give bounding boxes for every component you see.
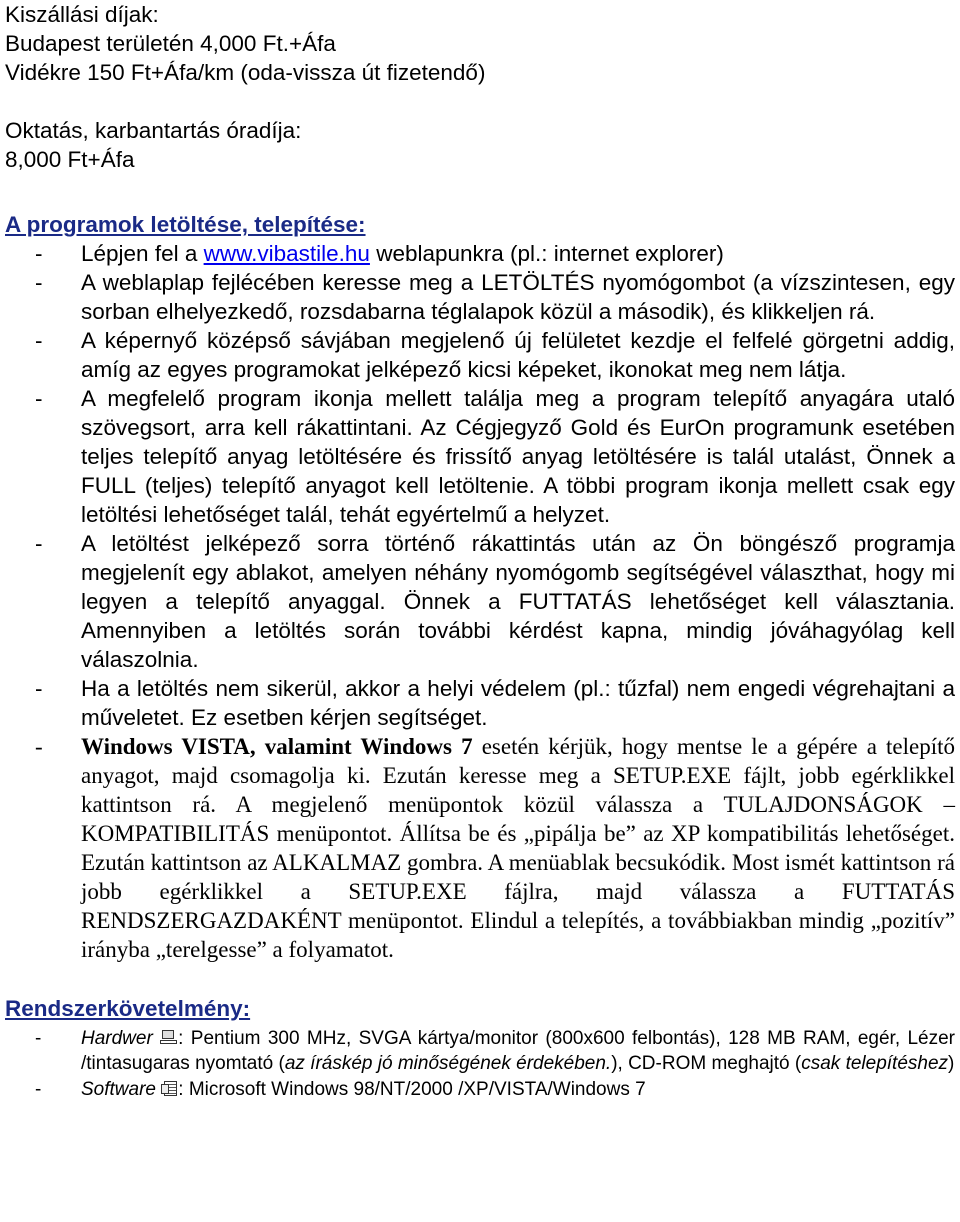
list-item [5, 268, 955, 326]
fee-countryside: Vidékre 150 Ft+Áfa/km (oda-vissza út fizetendő) [5, 60, 486, 85]
hardware-note: az íráskép jó minőségének érdekében. [284, 1052, 612, 1074]
download-heading: A programok letöltése, telepítése: [5, 212, 366, 237]
install-note: csak telepítéshez [801, 1052, 949, 1074]
windows-versions: Windows VISTA, valamint Windows 7 [81, 734, 473, 759]
fee-budapest: Budapest területén 4,000 Ft.+Áfa [5, 31, 336, 56]
list-item [5, 326, 955, 384]
list-item [5, 239, 955, 268]
document-icon [161, 1081, 178, 1097]
software-text: : Microsoft Windows 98/NT/2000 /XP/VISTA/Windows 7 [178, 1079, 646, 1100]
fees-section [5, 0, 955, 203]
step1-before: Lépjen fel a [81, 241, 204, 266]
computer-icon [160, 1030, 178, 1045]
training-rate: 8,000 Ft+Áfa [5, 147, 135, 172]
training-heading: Oktatás, karbantartás óradíja: [5, 118, 302, 143]
software-label: Software [81, 1079, 156, 1100]
step6-text: Ha a letöltés nem sikerül, akkor a helyi védelem (pl.: tűzfal) nem engedi végrehajtani a műveletet. Ez esetben kérjen segítséget. [81, 676, 955, 730]
list-item [5, 1027, 955, 1076]
bullet-dash: - [35, 1079, 42, 1100]
list-item [5, 529, 955, 674]
bullet-dash: - [35, 734, 43, 759]
bullet-dash: - [35, 241, 43, 266]
step4-text: A megfelelő program ikonja mellett találja meg a program telepítő anyagára utaló szövegsort, arra kell rákattintani. Az Cégjegyző Gold és EurOn programunk esetében teljes telepítő anyag letöltésére és frissítő anyag letöltésére is talál utalást, Önnek a FULL (teljes) telepítő anyagot kell letöltenie. A többi program ikonja mellett csak egy letöltési lehetőséget talál, tehát egyértelmű a helyzet. [81, 386, 955, 527]
list-item [5, 732, 955, 964]
list-item [5, 674, 955, 732]
bullet-dash: - [35, 676, 43, 701]
download-steps [5, 239, 955, 964]
step5-text: A letöltést jelképező sorra történő rákattintás után az Ön böngésző programja megjelenít egy ablakot, amelyen néhány nyomógomb segítségével választhat, hogy mi legyen a telepítő anyaggal. Önnek a FUTTATÁS lehetőséget kell választania. Amennyiben a letöltés során további kérdést kapna, mindig jóváhagyólag kell válaszolnia. [81, 531, 955, 672]
requirements-section [5, 994, 955, 1103]
spacer [5, 87, 955, 116]
hardware-label: Hardwer [81, 1028, 153, 1049]
bullet-dash: - [35, 386, 43, 411]
hardware-text-c: ) [948, 1052, 955, 1074]
bullet-dash: - [35, 328, 43, 353]
fees-heading: Kiszállási díjak: [5, 2, 159, 27]
requirements-heading: Rendszerkövetelmény: [5, 996, 251, 1021]
step3-text: A képernyő középső sávjában megjelenő új felületet kezdje el felfelé görgetni addig, amíg az egyes programokat jelképező kicsi képeket, ikonokat meg nem látja. [81, 328, 955, 382]
hardware-text-b: ), CD-ROM meghajtó ( [611, 1052, 802, 1074]
requirements-list [5, 1027, 955, 1103]
step7-text: esetén kérjük, hogy mentse le a gépére a telepítő anyagot, majd csomagolja ki. Ezután keresse meg a SETUP.EXE fájlt, jobb egérklikkel kattintson rá. A megjelenő menüpontok közül válassza a TULAJDONSÁGOK – KOMPATIBILITÁS menüpontot. Állítsa be és „pipálja be” az XP kompatibilitás lehetőséget. Ezután kattintson az ALKALMAZ gombra. A menüablak becsukódik. Most ismét kattintson rá jobb egérklikkel a SETUP.EXE fájlra, majd válassza a FUTTATÁS RENDSZERGAZDAKÉNT menüpontot. Elindul a telepítés, a továbbiakban mindig „pozitív” irányba „terelgesse” a folyamatot. [81, 734, 955, 962]
step1-after: weblapunkra (pl.: internet explorer) [369, 241, 724, 266]
bullet-dash: - [35, 1028, 42, 1049]
bullet-dash: - [35, 531, 43, 556]
step2-text: A weblaplap fejlécében keresse meg a LETÖLTÉS nyomógombot (a vízszintesen, egy sorban elhelyezkedő, rozsdabarna téglalapok közül a második), és klikkeljen rá. [81, 270, 955, 324]
download-section [5, 210, 955, 964]
bullet-dash: - [35, 270, 43, 295]
list-item [5, 1078, 955, 1103]
hardware-text-a: : Pentium 300 MHz, SVGA kártya/monitor (800x600 felbontás), 128 MB RAM, egér, Lézer /tintasugaras nyomtató ( [81, 1028, 955, 1074]
list-item [5, 384, 955, 529]
document-page [5, 0, 955, 1103]
website-link[interactable]: www.vibastile.hu [203, 241, 370, 266]
spacer [5, 174, 955, 203]
